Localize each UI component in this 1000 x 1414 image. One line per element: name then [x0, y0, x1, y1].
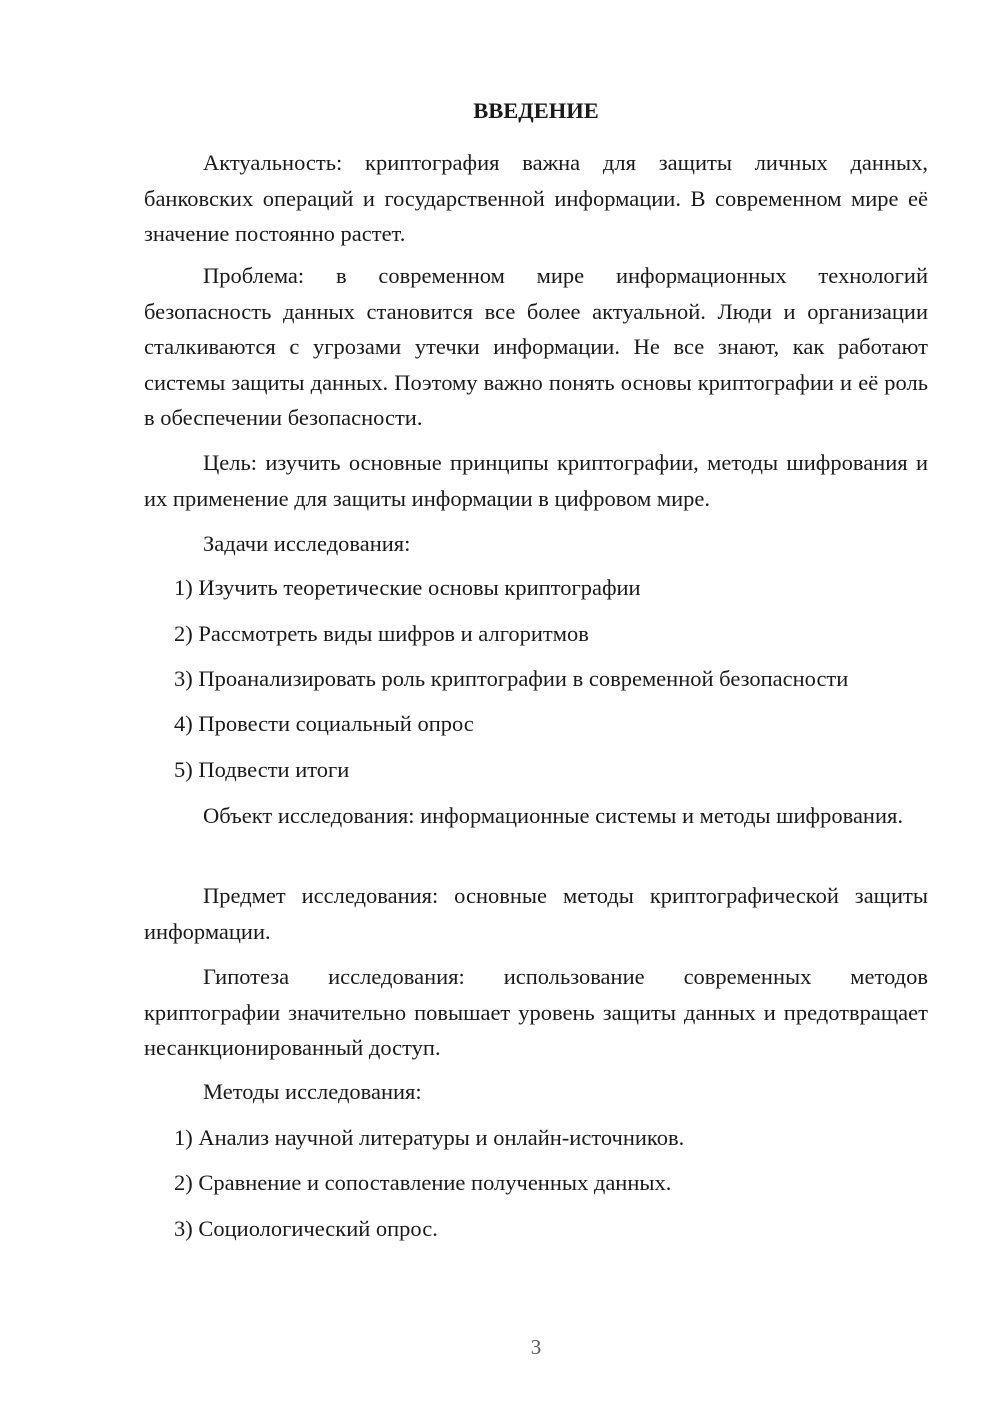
- method-item-3: 3) Социологический опрос.: [174, 1216, 438, 1241]
- goal-paragraph: Цель: изучить основные принципы криптографии, методы шифрования и их применение для защиты информации в цифровом мире.: [144, 450, 928, 511]
- tasks-heading: Задачи исследования:: [203, 531, 411, 556]
- task-item-5: 5) Подвести итоги: [174, 757, 350, 782]
- methods-heading: Методы исследования:: [203, 1079, 422, 1104]
- task-item-2: 2) Рассмотреть виды шифров и алгоритмов: [174, 621, 589, 646]
- page-title: ВВЕДЕНИЕ: [473, 98, 599, 123]
- subject-paragraph: Предмет исследования: основные методы криптографической защиты информации.: [144, 883, 928, 944]
- hypothesis-paragraph: Гипотеза исследования: использование современных методов криптографии значительно повышает уровень защиты данных и предотвращает несанкционированный доступ.: [144, 964, 928, 1060]
- task-item-4: 4) Провести социальный опрос: [174, 711, 474, 736]
- method-item-2: 2) Сравнение и сопоставление полученных данных.: [174, 1170, 672, 1195]
- task-item-3: 3) Проанализировать роль криптографии в современной безопасности: [174, 666, 849, 691]
- object-paragraph: Объект исследования: информационные системы и методы шифрования.: [203, 803, 903, 828]
- relevance-paragraph: Актуальность: криптография важна для защиты личных данных, банковских операций и государственной информации. В современном мире её значение постоянно растет.: [144, 150, 928, 246]
- method-item-1: 1) Анализ научной литературы и онлайн-источников.: [174, 1125, 685, 1150]
- task-item-1: 1) Изучить теоретические основы криптографии: [174, 575, 641, 600]
- page-number: 3: [530, 1335, 542, 1359]
- problem-paragraph: Проблема: в современном мире информационных технологий безопасность данных становится все более актуальной. Люди и организации сталкиваются с угрозами утечки информации. Не все знают, как работают системы защиты данных. Поэтому важно понять основы криптографии и её роль в обеспечении безопасности.: [144, 263, 928, 430]
